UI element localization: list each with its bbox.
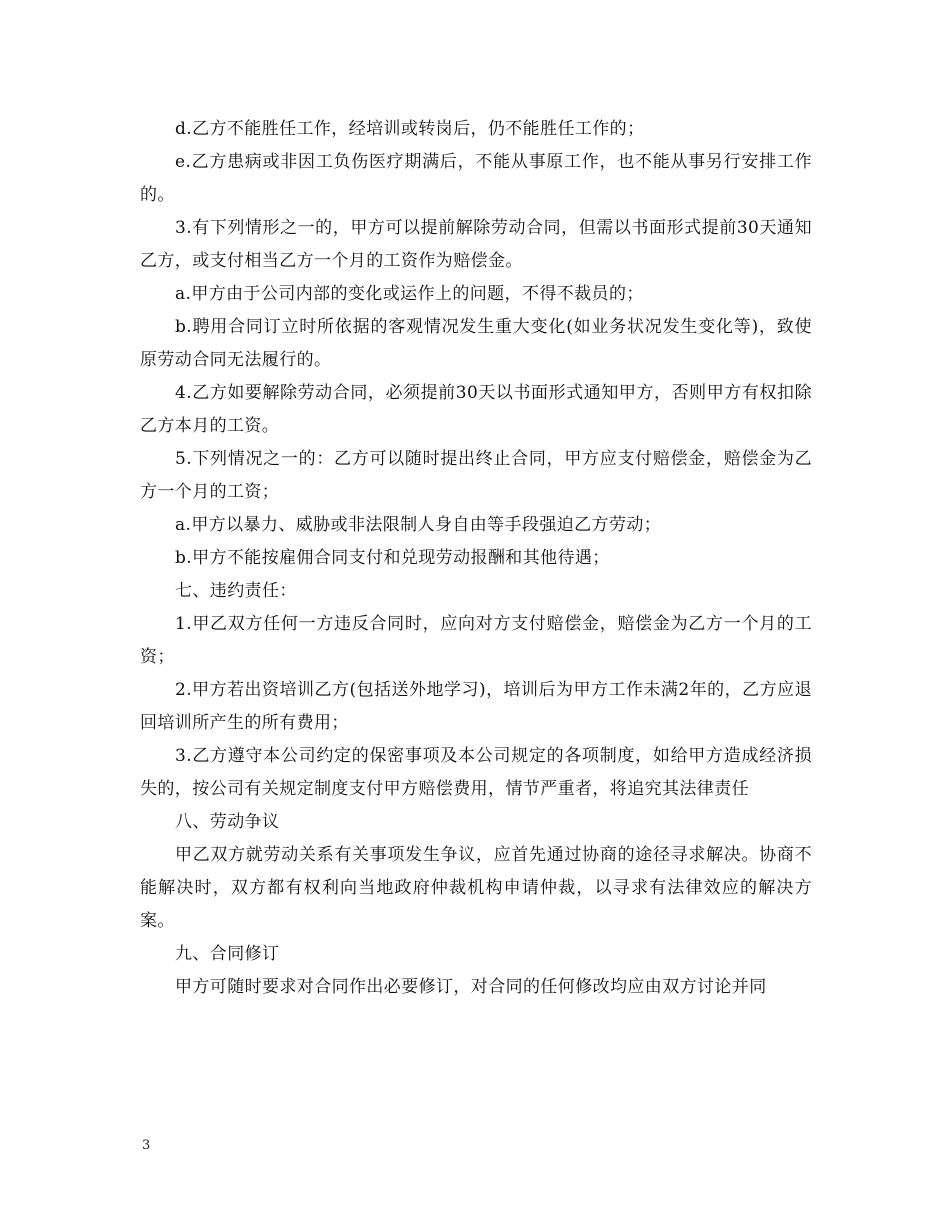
clause-3-confidentiality: 3.乙方遵守本公司约定的保密事项及本公司规定的各项制度，如给甲方造成经济损失的，按公司有关规定制度支付甲方赔偿费用，情节严重者，将追究其法律责任	[140, 746, 812, 799]
clause-d-unfit-for-work: d.乙方不能胜任工作，经培训或转岗后，仍不能胜任工作的；	[175, 119, 645, 139]
document-body	[140, 113, 812, 1004]
clause-a-forced-labor: a.甲方以暴力、威胁或非法限制人身自由等手段强迫乙方劳动；	[175, 515, 662, 535]
clause-4-employee-resignation: 4.乙方如要解除劳动合同，必须提前30天以书面形式通知甲方，否则甲方有权扣除乙方本月的工资。	[140, 383, 812, 436]
clause-5-immediate-termination: 5.下列情况之一的：乙方可以随时提出终止合同，甲方应支付赔偿金，赔偿金为乙方一个月的工资；	[140, 449, 812, 502]
contract-revision-text: 甲方可随时要求对合同作出必要修订，对合同的任何修改均应由双方讨论并同	[175, 977, 767, 997]
page-number: 3	[142, 1138, 151, 1153]
clause-3-early-termination: 3.有下列情形之一的，甲方可以提前解除劳动合同，但需以书面形式提前30天通知乙方，或支付相当乙方一个月的工资作为赔偿金。	[140, 218, 812, 271]
section-heading-labor-dispute: 八、劳动争议	[175, 812, 280, 832]
section-heading-breach-liability: 七、违约责任：	[175, 581, 297, 601]
clause-b-circumstance-change: b.聘用合同订立时所依据的客观情况发生重大变化(如业务状况发生变化等)，致使原劳动合同无法履行的。	[140, 317, 812, 370]
labor-dispute-text: 甲乙双方就劳动关系有关事项发生争议，应首先通过协商的途径寻求解决。协商不能解决时，双方都有权利向当地政府仲裁机构申请仲裁，以寻求有法律效应的解决方案。	[140, 845, 812, 931]
clause-2-training-costs: 2.甲方若出资培训乙方(包括送外地学习)，培训后为甲方工作未满2年的，乙方应退回培训所产生的所有费用；	[140, 680, 812, 733]
section-heading-contract-revision: 九、合同修订	[175, 944, 280, 964]
clause-a-layoff: a.甲方由于公司内部的变化或运作上的问题，不得不裁员的；	[175, 284, 644, 304]
clause-b-unpaid-remuneration: b.甲方不能按雇佣合同支付和兑现劳动报酬和其他待遇；	[175, 548, 610, 568]
clause-1-breach-compensation: 1.甲乙双方任何一方违反合同时，应向对方支付赔偿金，赔偿金为乙方一个月的工资；	[140, 614, 812, 667]
clause-e-medical-period: e.乙方患病或非因工负伤医疗期满后，不能从事原工作，也不能从事另行安排工作的。	[140, 152, 812, 205]
